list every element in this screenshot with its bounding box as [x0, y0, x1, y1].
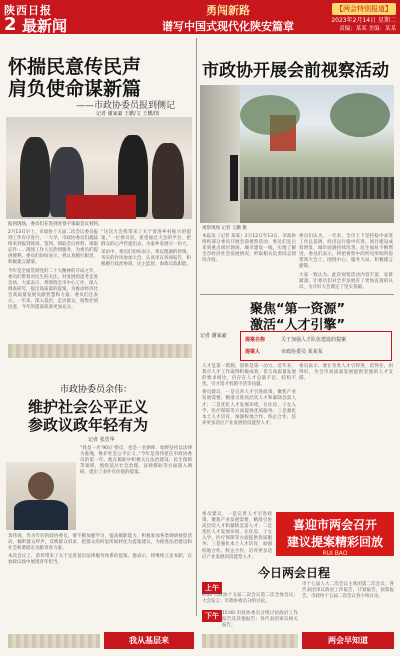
- schedule-right-text: [302, 582, 394, 628]
- decorative-band: [8, 344, 192, 358]
- photo-building: [200, 85, 240, 223]
- left-subtitle: ——市政协委员报到侧记: [76, 101, 176, 111]
- info-title-label: 提案名称: [245, 337, 266, 343]
- talent-body-tail: [202, 512, 272, 560]
- promo-banner: [276, 512, 394, 556]
- talent-body-col1: [202, 364, 296, 506]
- right-photo: [200, 85, 394, 223]
- paragraph: “这次大会我带来了关于促进乡村振兴的提案。”一位委员说，希望通过大会的平台，把群众的心声传递出去，为家乡发展尽一份力。: [101, 230, 191, 248]
- left-lower-headline-line2: 参政议政年轻有为: [28, 416, 149, 434]
- left-photo: [6, 117, 192, 219]
- talent-byline: 记者 谢家豪: [200, 333, 227, 339]
- section-title: 最新闻: [22, 17, 68, 35]
- special-label: 【两会特别报道】: [332, 3, 396, 15]
- promo-line1: 喜迎市两会召开: [292, 518, 377, 532]
- talent-headline-line1: 聚焦“第一资源”: [250, 302, 346, 317]
- paragraph: 委员表示，要让各类人才引得进、留得住、用得好，为全市高质量发展提供坚强的人才支撑。: [299, 364, 393, 382]
- schedule-am-text: [202, 593, 298, 609]
- left-headline-line2: 肩负使命谋新篇: [8, 78, 142, 100]
- page-number: 2: [4, 14, 17, 35]
- schedule-pm-detail: 15:00 市政协委员分组讨论政府工作报告及其他报告；各代表团审议相关报告。: [222, 611, 298, 629]
- photo-person: [230, 155, 238, 201]
- schedule-am-label: 上午: [202, 582, 222, 594]
- editors: 责编：某某 美编：某某: [339, 26, 396, 32]
- paragraph: 人才是第一资源，创新是第一动力。近年来，我市人才工作取得积极成效，但与高质量发展的要求相比，仍存在人才总量不足、结构不优、引才留才机制不活等问题。: [202, 364, 296, 388]
- left-photo-caption: 报到现场，委员们在签到处签字领取会议材料。: [8, 222, 103, 227]
- left-body-col1: [8, 230, 98, 338]
- left-lower-body-col-b: [8, 534, 192, 626]
- masthead: 陕西日报: [4, 4, 52, 17]
- paragraph: 委员建议，一是完善人才引进政策，聚焦产业发展需要，精准引进高层次人才和紧缺急需人才；二是优化人才发展环境，在住房、子女入学、医疗保障等方面提供优质服务；三是强化本土人才培育，加强校地合作、校企合作，培养更多适应产业发展的技能型人才。: [202, 390, 296, 426]
- photo-person: [20, 137, 50, 217]
- paragraph: 委员们认为，一年来，全市上下坚持稳中求进工作总基调，经济运行稳中有进，项目建设成效明显，城市面貌持续改善，民生福祉不断增进。委员们表示，将把视察中的所见所闻所思带到大会上，围绕中心、服务大局，积极建言献策。: [299, 234, 393, 270]
- issue-date: 2023年2月14日 星期二: [331, 17, 396, 24]
- left-lower-tag: 市政协委员余伟：: [60, 385, 133, 395]
- right-body-col2: [299, 234, 393, 294]
- left-headline-line1: 怀揣民意传民声: [8, 56, 142, 78]
- paragraph: 余伟说，作为年轻的政协委员，要不断加强学习，提高履职能力，积极参加各类调研视察活动，倾听群众呼声，反映群众诉求，把群众的所思所盼转化为提案建议，为推进法治建设和社会和谐稳定贡献青春力量。: [8, 534, 192, 552]
- decorative-band: [202, 634, 298, 648]
- info-author-label: 提案人: [245, 349, 261, 355]
- left-byline: 记者 谢家豪 王鹏/文 王鹏/图: [96, 111, 160, 117]
- paragraph: 本次会议上，余伟带来了关于完善基层法律服务体系的提案。他表示，将继续立足本职，在参政议政中展现青年担当。: [8, 554, 192, 566]
- left-lower-body-col-a: [80, 446, 192, 546]
- photo-tree: [240, 95, 300, 135]
- info-title: 关于加强人才队伍建设的提案: [281, 337, 347, 343]
- left-lower-headline-line1: 维护社会公平正义: [28, 398, 149, 416]
- paragraph: 委员建议，一是完善人才引进政策，聚焦产业发展需要，精准引进高层次人才和紧缺急需人才；二是优化人才发展环境，在住房、子女入学、医疗保障等方面提供优质服务；三是强化本土人才培育，加强校地合作、校企合作，培养更多适应产业发展的技能型人才。: [202, 512, 272, 560]
- photo-person: [152, 143, 184, 219]
- right-photo-caption: 视察现场 记者 王鹏 摄: [202, 226, 247, 231]
- proposal-infobox: [240, 331, 392, 361]
- paragraph: 今年是全面贯彻党的二十大精神的开局之年，委员们带着对民生的关注、对发展的思考走进会场。大家表示，将围绕全市中心工作，深入调查研究，提出高质量的提案，为推动经济社会高质量发展贡献智慧和力量。委员们还表示，一年来，深入基层，走访群众，收集社情民意，今年的提案准备更加充分。: [8, 268, 98, 311]
- banner-line2: 谱写中国式现代化陕安篇章: [162, 20, 294, 33]
- footer-tag-left: 我从基层来: [104, 632, 194, 649]
- column-divider: [196, 38, 197, 616]
- paragraph: 本报讯（记者 某某）2月12日至13日，市政协组织部分委员开展会前视察活动，委员们先后来到重点项目现场、城市建设一线，实地了解全市经济社会发展情况，听取相关负责同志情况介绍。: [202, 234, 296, 264]
- right-headline: 市政协开展会前视察活动: [202, 61, 389, 81]
- paragraph: 采访中，委员们纷纷表示，将以饱满的热情、务实的作风参加大会，认真审议各项报告，积极履行政治协商、民主监督、参政议政职能。: [101, 250, 191, 268]
- schedule-pm-text: [222, 611, 298, 629]
- page-header: [0, 0, 400, 34]
- footer-tag-right: 两会早知道: [302, 632, 394, 649]
- left-lower-byline: 记者 张晋华: [88, 437, 115, 443]
- promo-line3: RUI BAO: [322, 550, 348, 557]
- info-author: 市政协委员 某某某: [281, 349, 323, 355]
- banner: [138, 2, 318, 34]
- photo-tree: [330, 93, 390, 137]
- talent-headline-line2: 激活“人才引擎”: [250, 318, 346, 333]
- paragraph: “我是一名‘90后’委员，也是一名律师，始终坚持以法律为准绳，维护社会公平正义。”今年是余伟担任市政协委员的第一年。他在履职中积极关注法治建设、民生保障等领域，围绕基层社会治理、法律援助等方面深入调研，提出了多件有价值的提案。: [80, 446, 192, 476]
- talent-body-col2: [299, 364, 393, 506]
- schedule-am-detail: 9:00 市政协十五届二次会议第二次全体会议；大会发言；市政协委员分组讨论。: [202, 593, 298, 605]
- right-body-col1: [202, 234, 296, 294]
- photo-table: [66, 195, 136, 219]
- photo-crowd: [244, 177, 394, 199]
- banner-line1: 勇闯新路: [206, 4, 250, 17]
- left-body-col2: [101, 230, 191, 338]
- portrait-suit: [14, 500, 68, 530]
- schedule-pm-label: 下午: [202, 610, 222, 622]
- paragraph: 2月13日早上，市政协十五届二次会议委员报到工作有序进行，一大早，市政协委员们就陆续来到报到现场。签到、领取会议材料、领取证件……现场工作人员热情服务，为委员们提供便利。委员们纷纷表示，将认真履行职责，积极建言献策。: [8, 230, 98, 266]
- schedule-right-detail: 市十七届人大二次会议主席团第二次会议；各代表团审议政府工作报告、计划报告、预算报告。市政协十五届二次会议各小组讨论。: [302, 582, 394, 600]
- decorative-band: [8, 634, 100, 648]
- schedule-headline: 今日两会日程: [258, 566, 331, 580]
- portrait-photo: [6, 462, 76, 530]
- divider: [200, 294, 394, 295]
- portrait-face: [28, 472, 54, 500]
- paragraph: 大家一致认为，此次视察活动内容丰富，安排紧凑，让委员们对全市发展有了更加直观的认识，为开好大会奠定了坚实基础。: [299, 272, 393, 290]
- promo-line2: 建议提案精彩回放: [286, 535, 383, 549]
